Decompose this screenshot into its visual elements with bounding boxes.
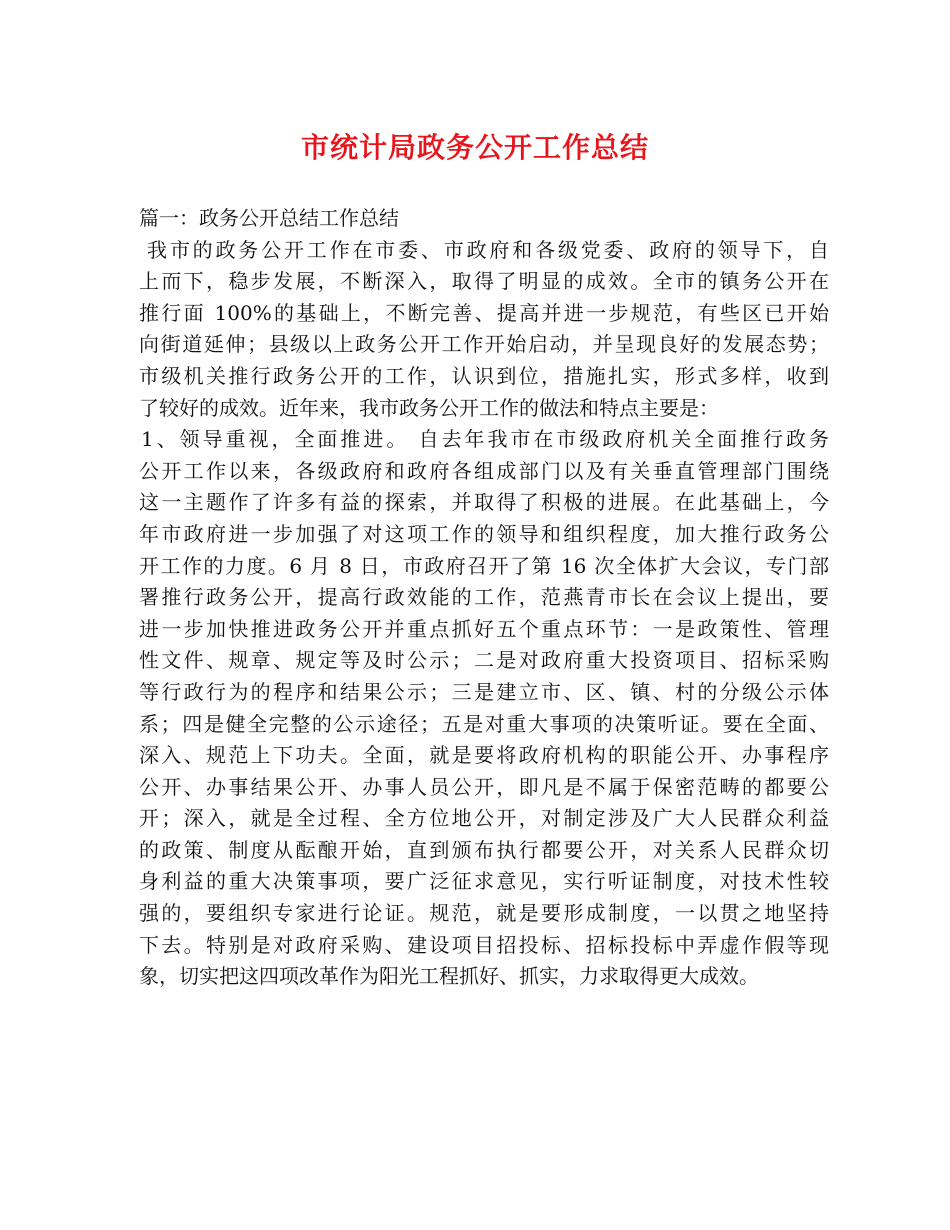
paragraph-line: 性文件、规章、规定等及时公示；二是对政府重大投资项目、招标采购 <box>139 648 829 673</box>
paragraph-line: 身利益的重大决策事项，要广泛征求意见，实行听证制度，对技术性较 <box>139 869 829 894</box>
paragraph-line: 向街道延伸；县级以上政务公开工作开始启动，并呈现良好的发展态势； <box>139 332 829 357</box>
paragraph-line: 下去。特别是对政府采购、建设项目招投标、招标投标中弄虚作假等现 <box>139 932 829 957</box>
paragraph-line: 开工作的力度。6 月 8 日，市政府召开了第 16 次全体扩大会议，专门部 <box>139 553 829 578</box>
paragraph-line: 开；深入，就是全过程、全方位地公开，对制定涉及广大人民群众利益 <box>139 806 829 831</box>
paragraph-line: 推行面 100%的基础上，不断完善、提高并进一步规范，有些区已开始 <box>139 300 829 325</box>
paragraph-line: 深入、规范上下功夫。全面，就是要将政府机构的职能公开、办事程序 <box>139 743 829 768</box>
paragraph-line: 1、领导重视，全面推进。 自去年我市在市级政府机关全面推行政务 <box>141 427 829 452</box>
paragraph-line: 署推行政务公开，提高行政效能的工作，范燕青市长在会议上提出，要 <box>139 585 829 610</box>
paragraph-line: 象，切实把这四项改革作为阳光工程抓好、抓实，力求取得更大成效。 <box>139 964 759 989</box>
paragraph-line: 进一步加快推进政务公开并重点抓好五个重点环节：一是政策性、管理 <box>139 616 829 641</box>
paragraph-line: 强的，要组织专家进行论证。规范，就是要形成制度，一以贯之地坚持 <box>139 901 829 926</box>
document-title: 市统计局政务公开工作总结 <box>300 131 649 164</box>
paragraph-line: 了较好的成效。近年来，我市政务公开工作的做法和特点主要是： <box>139 395 719 420</box>
paragraph-line: 这一主题作了许多有益的探索，并取得了积极的进展。在此基础上，今 <box>139 490 829 515</box>
document-body <box>139 203 829 993</box>
paragraph-line: 我市的政务公开工作在市委、市政府和各级党委、政府的领导下，自 <box>147 237 829 262</box>
paragraph-line: 上而下，稳步发展，不断深入，取得了明显的成效。全市的镇务公开在 <box>139 269 829 294</box>
paragraph-line: 公开、办事结果公开、办事人员公开，即凡是不属于保密范畴的都要公 <box>139 774 829 799</box>
paragraph-line: 市级机关推行政务公开的工作，认识到位，措施扎实，形式多样，收到 <box>139 363 829 388</box>
section-heading: 篇一：政务公开总结工作总结 <box>139 206 399 230</box>
paragraph-line: 的政策、制度从酝酿开始，直到颁布执行都要公开，对关系人民群众切 <box>139 837 829 862</box>
paragraph-line: 公开工作以来，各级政府和政府各组成部门以及有关垂直管理部门围绕 <box>139 458 829 483</box>
paragraph-line: 等行政行为的程序和结果公示；三是建立市、区、镇、村的分级公示体 <box>139 679 829 704</box>
paragraph-line: 年市政府进一步加强了对这项工作的领导和组织程度，加大推行政务公 <box>139 521 829 546</box>
paragraph-line: 系；四是健全完整的公示途径；五是对重大事项的决策听证。要在全面、 <box>139 711 829 736</box>
